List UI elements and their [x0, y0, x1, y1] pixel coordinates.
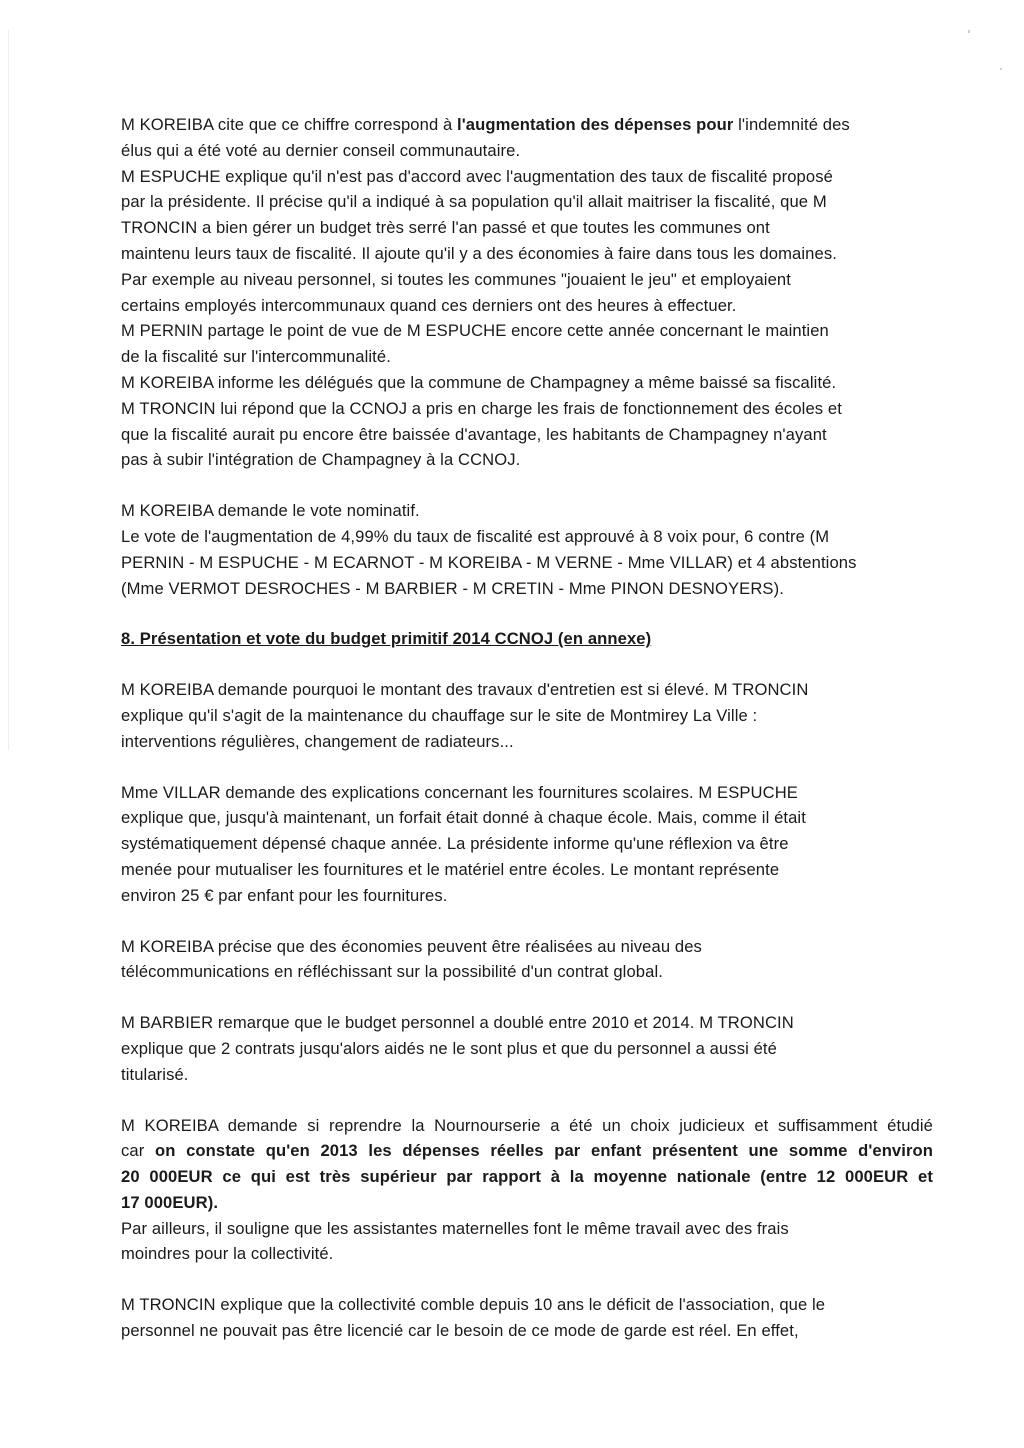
text-line: [121, 112, 933, 138]
text-line: PERNIN - M ESPUCHE - M ECARNOT - M KOREIBA - M VERNE - Mme VILLAR) et 4 abstentions: [121, 552, 857, 572]
text-line: M ESPUCHE explique qu'il n'est pas d'accord avec l'augmentation des taux de fiscalité proposé: [121, 166, 833, 186]
text-line: menée pour mutualiser les fournitures et le matériel entre écoles. Le montant représente: [121, 859, 780, 879]
text-line: personnel ne pouvait pas être licencié car le besoin de ce mode de garde est réel. En effet,: [121, 1321, 799, 1341]
bold-text-line: 20 000EUR ce qui est très supérieur par rapport à la moyenne nationale (entre 12 000EUR et: [121, 1167, 933, 1187]
paragraph-vote-nominatif: [121, 498, 933, 601]
text-line: explique que, jusqu'à maintenant, un forfait était donné à chaque école. Mais, comme il était: [121, 808, 806, 828]
paragraph-fiscalite-discussion: [121, 112, 933, 473]
scan-edge-mark: [8, 30, 9, 750]
text-line: Par ailleurs, il souligne que les assistantes maternelles font le même travail avec des frais: [121, 1218, 789, 1238]
text-line: pas à subir l'intégration de Champagney à la CCNOJ.: [121, 450, 521, 470]
paragraph-fournitures-scolaires: [121, 780, 933, 909]
text-line: de la fiscalité sur l'intercommunalité.: [121, 347, 391, 367]
text-line: [121, 1138, 933, 1164]
text-line: élus qui a été voté au dernier conseil communautaire.: [121, 140, 521, 160]
paragraph-budget-personnel: [121, 1010, 933, 1087]
text-span: car: [121, 1141, 155, 1161]
text-line: (Mme VERMOT DESROCHES - M BARBIER - M CRETIN - Mme PINON DESNOYERS).: [121, 578, 784, 598]
paragraph-nournourserie: [121, 1113, 933, 1268]
text-span: M KOREIBA cite que ce chiffre correspond à: [121, 115, 458, 134]
text-line: par la présidente. Il précise qu'il a indiqué à sa population qu'il allait maitriser la fiscalité, que M: [121, 192, 827, 212]
text-line: explique que 2 contrats jusqu'alors aidés ne le sont plus et que du personnel a aussi été: [121, 1038, 777, 1058]
text-line: M PERNIN partage le point de vue de M ESPUCHE encore cette année concernant le maintien: [121, 321, 829, 341]
text-line: M KOREIBA demande le vote nominatif.: [121, 501, 420, 521]
paragraph-deficit-association: [121, 1292, 933, 1344]
text-line: Mme VILLAR demande des explications concernant les fournitures scolaires. M ESPUCHE: [121, 782, 798, 802]
text-line: TRONCIN a bien gérer un budget très serré l'an passé et que toutes les communes ont: [121, 218, 770, 238]
text-line: M TRONCIN explique que la collectivité comble depuis 10 ans le déficit de l'association, que le: [121, 1295, 826, 1315]
text-line: que la fiscalité aurait pu encore être baissée d'avantage, les habitants de Champagney n'ayant: [121, 424, 827, 444]
section-heading: 8. Présentation et vote du budget primitif 2014 CCNOJ (en annexe): [121, 629, 652, 649]
text-line: interventions régulières, changement de radiateurs...: [121, 731, 514, 751]
text-line: M KOREIBA demande pourquoi le montant des travaux d'entretien est si élevé. M TRONCIN: [121, 680, 809, 700]
text-line: moindres pour la collectivité.: [121, 1244, 334, 1264]
bold-text-span: l'augmentation des dépenses pour: [457, 115, 734, 134]
document-body: [121, 112, 933, 1344]
text-line: M BARBIER remarque que le budget personnel a doublé entre 2010 et 2014. M TRONCIN: [121, 1013, 794, 1033]
text-line: M KOREIBA informe les délégués que la commune de Champagney a même baissé sa fiscalité.: [121, 372, 837, 392]
text-line: télécommunications en réfléchissant sur la possibilité d'un contrat global.: [121, 962, 663, 982]
text-line: explique qu'il s'agit de la maintenance du chauffage sur le site de Montmirey La Ville :: [121, 705, 758, 725]
text-line: maintenu leurs taux de fiscalité. Il ajoute qu'il y a des économies à faire dans tous les domaines.: [121, 243, 837, 263]
text-line: Par exemple au niveau personnel, si toutes les communes "jouaient le jeu" et employaient: [121, 269, 791, 289]
text-line: environ 25 € par enfant pour les fournitures.: [121, 885, 448, 905]
text-line: Le vote de l'augmentation de 4,99% du taux de fiscalité est approuvé à 8 voix pour, 6 contre (M: [121, 526, 830, 546]
text-line: M KOREIBA précise que des économies peuvent être réalisées au niveau des: [121, 936, 702, 956]
paragraph-telecommunications: [121, 934, 933, 986]
text-line: systématiquement dépensé chaque année. La présidente informe qu'une réflexion va être: [121, 834, 789, 854]
text-line: M TRONCIN lui répond que la CCNOJ a pris en charge les frais de fonctionnement des écoles et: [121, 398, 842, 418]
scan-speck: [1000, 68, 1002, 70]
bold-text-span: on constate qu'en 2013 les dépenses réelles par enfant présentent une somme d'environ: [154, 1141, 934, 1161]
text-line: titularisé.: [121, 1064, 189, 1084]
scan-speck: [968, 30, 970, 33]
bold-text-line: 17 000EUR).: [121, 1192, 219, 1212]
text-line: M KOREIBA demande si reprendre la Nournourserie a été un choix judicieux et suffisamment étudié: [121, 1115, 933, 1135]
text-span: l'indemnité des: [733, 115, 850, 134]
paragraph-travaux-entretien: [121, 677, 933, 754]
text-line: certains employés intercommunaux quand ces derniers ont des heures à effectuer.: [121, 295, 737, 315]
